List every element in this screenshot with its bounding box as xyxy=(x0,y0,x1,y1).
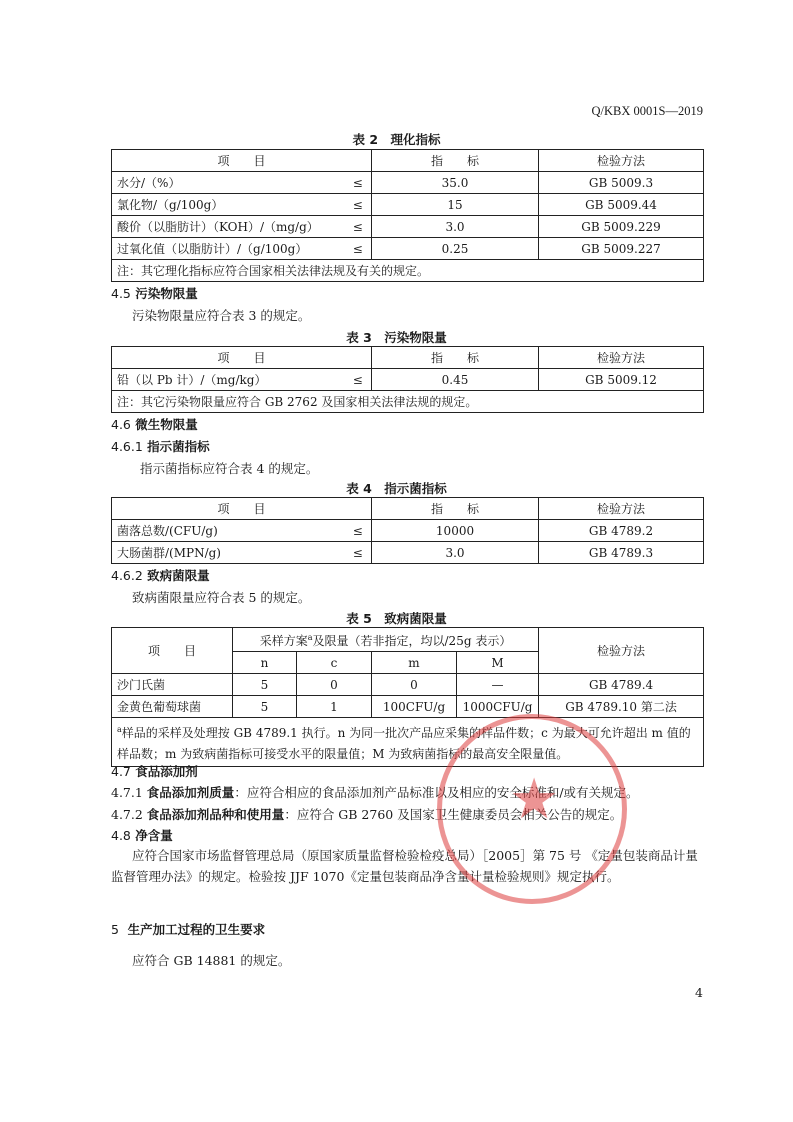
table3-caption: 表 3 污染物限量 xyxy=(346,330,447,345)
section-4-6-1-heading xyxy=(111,437,210,455)
section-4-8-text: 应符合国家市场监督管理总局（原国家质量监督检验检疫总局）［2005］第 75 号 《定量包装商品计量监督管理办法》的规定。检验按 JJF 1070《定量包装商品净含量计量检验规则》规定执行。 xyxy=(111,848,698,884)
section-title: 食品添加剂质量 xyxy=(146,785,235,800)
table2-header-item: 项 目 xyxy=(112,150,372,172)
table5-header-method: 检验方法 xyxy=(539,628,704,674)
table-row xyxy=(112,696,704,718)
cell-item: 过氧化值（以脂肪计）/（g/100g） xyxy=(112,238,345,260)
cell-method: GB 4789.2 xyxy=(539,520,704,542)
cell-op: ≤ xyxy=(345,216,372,238)
cell-item: 氯化物/（g/100g） xyxy=(112,194,345,216)
cell-value: 10000 xyxy=(372,520,539,542)
cell-item: 沙门氏菌 xyxy=(112,674,233,696)
cell-M: — xyxy=(457,674,539,696)
section-number: 4.5 xyxy=(111,286,131,301)
table3 xyxy=(111,346,704,413)
footnote-marker: a xyxy=(117,725,122,734)
table-row xyxy=(112,194,704,216)
section-number: 4.6.2 xyxy=(111,568,143,583)
section-title: 生产加工过程的卫生要求 xyxy=(127,922,266,937)
cell-method: GB 5009.3 xyxy=(539,172,704,194)
section-number: 4.6.1 xyxy=(111,439,143,454)
section-4-8-heading xyxy=(111,826,173,844)
cell-op: ≤ xyxy=(345,542,372,564)
table3-header-value: 指 标 xyxy=(372,347,539,369)
subheader-M: M xyxy=(457,652,539,674)
table2-header-method: 检验方法 xyxy=(539,150,704,172)
cell-value: 35.0 xyxy=(372,172,539,194)
cell-method: GB 5009.227 xyxy=(539,238,704,260)
section-5-text: 应符合 GB 14881 的规定。 xyxy=(132,953,291,968)
cell-item: 菌落总数/(CFU/g) xyxy=(112,520,345,542)
table-row xyxy=(112,216,704,238)
section-title: 微生物限量 xyxy=(135,417,198,432)
section-title: 净含量 xyxy=(135,828,173,843)
table5-header-plan xyxy=(233,628,539,652)
section-number: 5 xyxy=(111,922,119,937)
section-4-6-heading xyxy=(111,415,198,433)
cell-method: GB 4789.3 xyxy=(539,542,704,564)
table4 xyxy=(111,497,704,564)
table4-header-value: 指 标 xyxy=(372,498,539,520)
cell-m: 100CFU/g xyxy=(372,696,457,718)
cell-op: ≤ xyxy=(345,369,372,391)
table5-note xyxy=(112,718,704,767)
table2-caption: 表 2 理化指标 xyxy=(352,132,441,147)
table5 xyxy=(111,627,704,767)
cell-m: 0 xyxy=(372,674,457,696)
section-4-7-heading xyxy=(111,762,198,780)
section-title: 食品添加剂品种和使用量 xyxy=(146,807,285,822)
cell-c: 1 xyxy=(297,696,372,718)
cell-op: ≤ xyxy=(345,194,372,216)
table-row xyxy=(112,674,704,696)
cell-value: 0.25 xyxy=(372,238,539,260)
table-row xyxy=(112,542,704,564)
section-number: 4.6 xyxy=(111,417,131,432)
table-row xyxy=(112,369,704,391)
section-number: 4.7.2 xyxy=(111,807,143,822)
table4-header-method: 检验方法 xyxy=(539,498,704,520)
cell-n: 5 xyxy=(233,674,297,696)
section-number: 4.7.1 xyxy=(111,785,143,800)
cell-method: GB 5009.44 xyxy=(539,194,704,216)
plan-label: 采样方案 xyxy=(259,634,308,648)
subheader-n: n xyxy=(233,652,297,674)
cell-value: 0.45 xyxy=(372,369,539,391)
seal-star-icon: ★ xyxy=(509,767,560,832)
section-5-heading xyxy=(111,920,265,938)
table2-note: 注：其它理化指标应符合国家相关法律法规及有关的规定。 xyxy=(112,260,704,282)
section-title: 致病菌限量 xyxy=(147,568,210,583)
cell-method: GB 5009.229 xyxy=(539,216,704,238)
page-number: 4 xyxy=(695,985,703,1000)
cell-method: GB 4789.10 第二法 xyxy=(539,696,704,718)
table-row xyxy=(112,238,704,260)
cell-item: 水分/（%） xyxy=(112,172,345,194)
table4-caption: 表 4 指示菌指标 xyxy=(346,481,447,496)
note-text: 样品的采样及处理按 GB 4789.1 执行。n 为同一批次产品应采集的样品件数；c 为最大可允许超出 m 值的样品数；m 为致病菌指标可接受水平的限量值；M 为致病菌指标的最高安全限量值。 xyxy=(117,726,691,761)
cell-op: ≤ xyxy=(345,172,372,194)
cell-op: ≤ xyxy=(345,520,372,542)
document-code: Q/KBX 0001S—2019 xyxy=(591,104,703,118)
table-row xyxy=(112,172,704,194)
section-4-6-1-text: 指示菌指标应符合表 4 的规定。 xyxy=(140,461,319,476)
cell-item: 酸价（以脂肪计）（KOH）/（mg/g） xyxy=(112,216,345,238)
table5-caption: 表 5 致病菌限量 xyxy=(346,611,447,626)
plan-label-rest: 及限量（若非指定，均以/25g 表示） xyxy=(312,634,512,648)
subheader-c: c xyxy=(297,652,372,674)
section-number: 4.8 xyxy=(111,828,131,843)
table-row xyxy=(112,520,704,542)
table5-header-item: 项 目 xyxy=(112,628,233,674)
cell-item: 铅（以 Pb 计）/（mg/kg） xyxy=(112,369,345,391)
cell-op: ≤ xyxy=(345,238,372,260)
cell-c: 0 xyxy=(297,674,372,696)
section-4-5-text: 污染物限量应符合表 3 的规定。 xyxy=(132,308,311,323)
cell-item: 金黄色葡萄球菌 xyxy=(112,696,233,718)
section-4-6-2-text: 致病菌限量应符合表 5 的规定。 xyxy=(132,590,311,605)
subheader-m: m xyxy=(372,652,457,674)
section-title: 食品添加剂 xyxy=(135,764,198,779)
table3-header-method: 检验方法 xyxy=(539,347,704,369)
section-title: 污染物限量 xyxy=(135,286,198,301)
cell-value: 3.0 xyxy=(372,216,539,238)
table2-header-value: 指 标 xyxy=(372,150,539,172)
table3-note: 注：其它污染物限量应符合 GB 2762 及国家相关法律法规的规定。 xyxy=(112,391,704,413)
footnote-marker: a xyxy=(307,633,313,642)
cell-M: 1000CFU/g xyxy=(457,696,539,718)
cell-method: GB 4789.4 xyxy=(539,674,704,696)
cell-value: 3.0 xyxy=(372,542,539,564)
table4-header-item: 项 目 xyxy=(112,498,372,520)
cell-value: 15 xyxy=(372,194,539,216)
cell-method: GB 5009.12 xyxy=(539,369,704,391)
table3-header-item: 项 目 xyxy=(112,347,372,369)
table2 xyxy=(111,149,704,282)
cell-n: 5 xyxy=(233,696,297,718)
section-text: ：应符合 GB 2760 及国家卫生健康委员会相关公告的规定。 xyxy=(284,807,623,822)
section-4-5-heading xyxy=(111,284,198,302)
cell-item: 大肠菌群/(MPN/g) xyxy=(112,542,345,564)
section-title: 指示菌指标 xyxy=(147,439,210,454)
section-text: ：应符合相应的食品添加剂产品标准以及相应的安全标准和/或有关规定。 xyxy=(234,785,639,800)
section-number: 4.7 xyxy=(111,764,131,779)
section-4-6-2-heading xyxy=(111,566,210,584)
